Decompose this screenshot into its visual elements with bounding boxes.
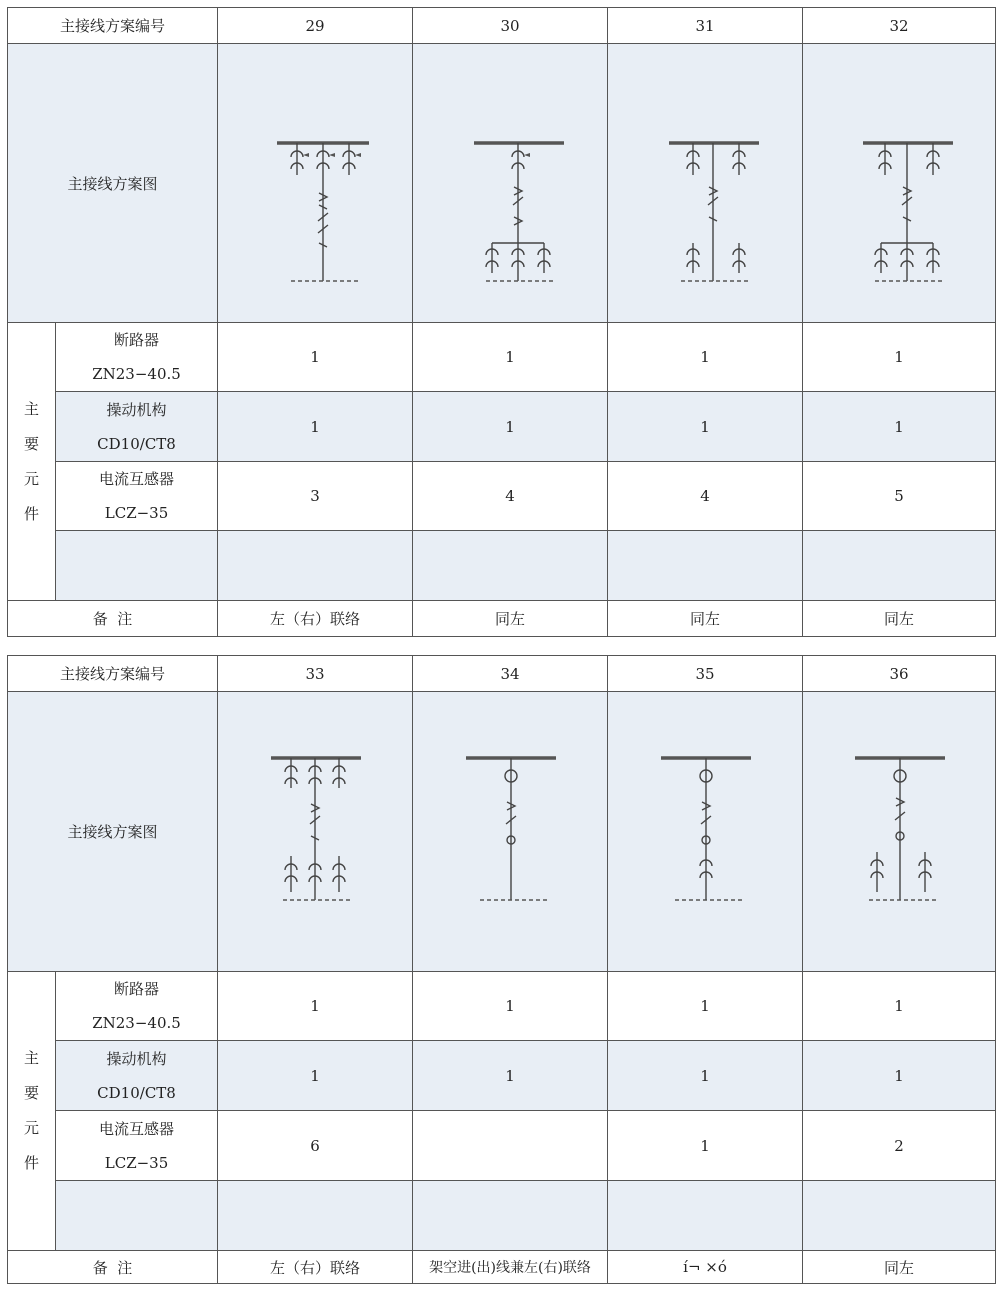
component-row xyxy=(8,972,996,1041)
quantity-cell: 1 xyxy=(803,392,996,462)
quantity-cell xyxy=(413,1111,608,1181)
quantity-cell: 1 xyxy=(608,972,803,1041)
remark-cell: 同左 xyxy=(803,601,996,637)
component-row xyxy=(8,392,996,462)
current-transformer-symbol xyxy=(512,151,530,169)
wiring-diagram xyxy=(608,692,803,972)
component-label: 电流互感器 LCZ−35 xyxy=(56,1111,218,1181)
current-transformer-symbol xyxy=(879,151,939,169)
wiring-diagram xyxy=(413,44,608,323)
quantity-cell: 1 xyxy=(608,1111,803,1181)
diagram-label: 主接线方案图 xyxy=(8,44,218,323)
quantity-cell: 1 xyxy=(608,1041,803,1111)
component-label: 断路器 ZN23−40.5 xyxy=(56,972,218,1041)
current-transformer-symbol xyxy=(871,860,931,878)
quantity-cell: 3 xyxy=(218,462,413,531)
wiring-diagram xyxy=(803,44,996,323)
quantity-cell: 1 xyxy=(413,392,608,462)
wiring-diagram xyxy=(218,44,413,323)
quantity-cell: 4 xyxy=(608,462,803,531)
remark-cell: í¬ ×ó xyxy=(608,1251,803,1284)
scheme-number: 31 xyxy=(608,8,803,44)
remark-cell: 左（右）联络 xyxy=(218,1251,413,1284)
scheme-number: 32 xyxy=(803,8,996,44)
component-row xyxy=(8,531,996,601)
scheme-number: 29 xyxy=(218,8,413,44)
scheme-number: 33 xyxy=(218,656,413,692)
header-row xyxy=(8,8,996,44)
component-row xyxy=(8,1111,996,1181)
quantity-cell: 1 xyxy=(803,972,996,1041)
component-label xyxy=(56,1181,218,1251)
quantity-cell xyxy=(218,1181,413,1251)
quantity-cell: 1 xyxy=(608,323,803,392)
current-transformer-symbol xyxy=(687,151,745,169)
wiring-diagram xyxy=(218,692,413,972)
remark-row xyxy=(8,601,996,637)
quantity-cell: 1 xyxy=(218,323,413,392)
quantity-cell xyxy=(413,531,608,601)
wiring-diagram xyxy=(803,692,996,972)
diagram-row xyxy=(8,44,996,323)
component-row xyxy=(8,462,996,531)
quantity-cell: 1 xyxy=(413,323,608,392)
quantity-cell: 4 xyxy=(413,462,608,531)
scheme-number: 34 xyxy=(413,656,608,692)
quantity-cell: 1 xyxy=(218,1041,413,1111)
remark-cell: 同左 xyxy=(803,1251,996,1284)
remark-cell: 同左 xyxy=(413,601,608,637)
wiring-diagram xyxy=(608,44,803,323)
component-label: 断路器 ZN23−40.5 xyxy=(56,323,218,392)
quantity-cell xyxy=(608,1181,803,1251)
remark-cell: 左（右）联络 xyxy=(218,601,413,637)
current-transformer-symbol xyxy=(291,151,361,169)
remark-cell: 同左 xyxy=(608,601,803,637)
scheme-table-1 xyxy=(7,7,996,637)
quantity-cell: 1 xyxy=(218,972,413,1041)
scheme-number-label: 主接线方案编号 xyxy=(8,656,218,692)
main-components-label: 主 要 元 件 xyxy=(8,972,56,1251)
scheme-number: 30 xyxy=(413,8,608,44)
component-label: 操动机构 CD10/CT8 xyxy=(56,1041,218,1111)
wiring-diagram xyxy=(413,692,608,972)
quantity-cell: 2 xyxy=(803,1111,996,1181)
remark-row xyxy=(8,1251,996,1284)
scheme-number: 35 xyxy=(608,656,803,692)
diagram-label: 主接线方案图 xyxy=(8,692,218,972)
quantity-cell xyxy=(803,1181,996,1251)
quantity-cell xyxy=(218,531,413,601)
quantity-cell: 1 xyxy=(413,1041,608,1111)
remark-cell: 架空进(出)线兼左(右)联络 xyxy=(413,1251,608,1284)
quantity-cell xyxy=(413,1181,608,1251)
scheme-number-label: 主接线方案编号 xyxy=(8,8,218,44)
quantity-cell: 5 xyxy=(803,462,996,531)
component-row xyxy=(8,1181,996,1251)
component-row xyxy=(8,1041,996,1111)
current-transformer-symbol xyxy=(687,249,745,267)
quantity-cell: 1 xyxy=(608,392,803,462)
quantity-cell: 1 xyxy=(218,392,413,462)
quantity-cell xyxy=(803,531,996,601)
remark-label: 备 注 xyxy=(8,1251,218,1284)
component-label: 电流互感器 LCZ−35 xyxy=(56,462,218,531)
quantity-cell: 1 xyxy=(803,323,996,392)
quantity-cell: 1 xyxy=(803,1041,996,1111)
main-components-label: 主 要 元 件 xyxy=(8,323,56,601)
quantity-cell xyxy=(608,531,803,601)
quantity-cell: 1 xyxy=(413,972,608,1041)
component-label: 操动机构 CD10/CT8 xyxy=(56,392,218,462)
scheme-number: 36 xyxy=(803,656,996,692)
scheme-table-2 xyxy=(7,655,996,1284)
quantity-cell: 6 xyxy=(218,1111,413,1181)
header-row xyxy=(8,656,996,692)
component-label xyxy=(56,531,218,601)
component-row xyxy=(8,323,996,392)
diagram-row xyxy=(8,692,996,972)
remark-label: 备 注 xyxy=(8,601,218,637)
